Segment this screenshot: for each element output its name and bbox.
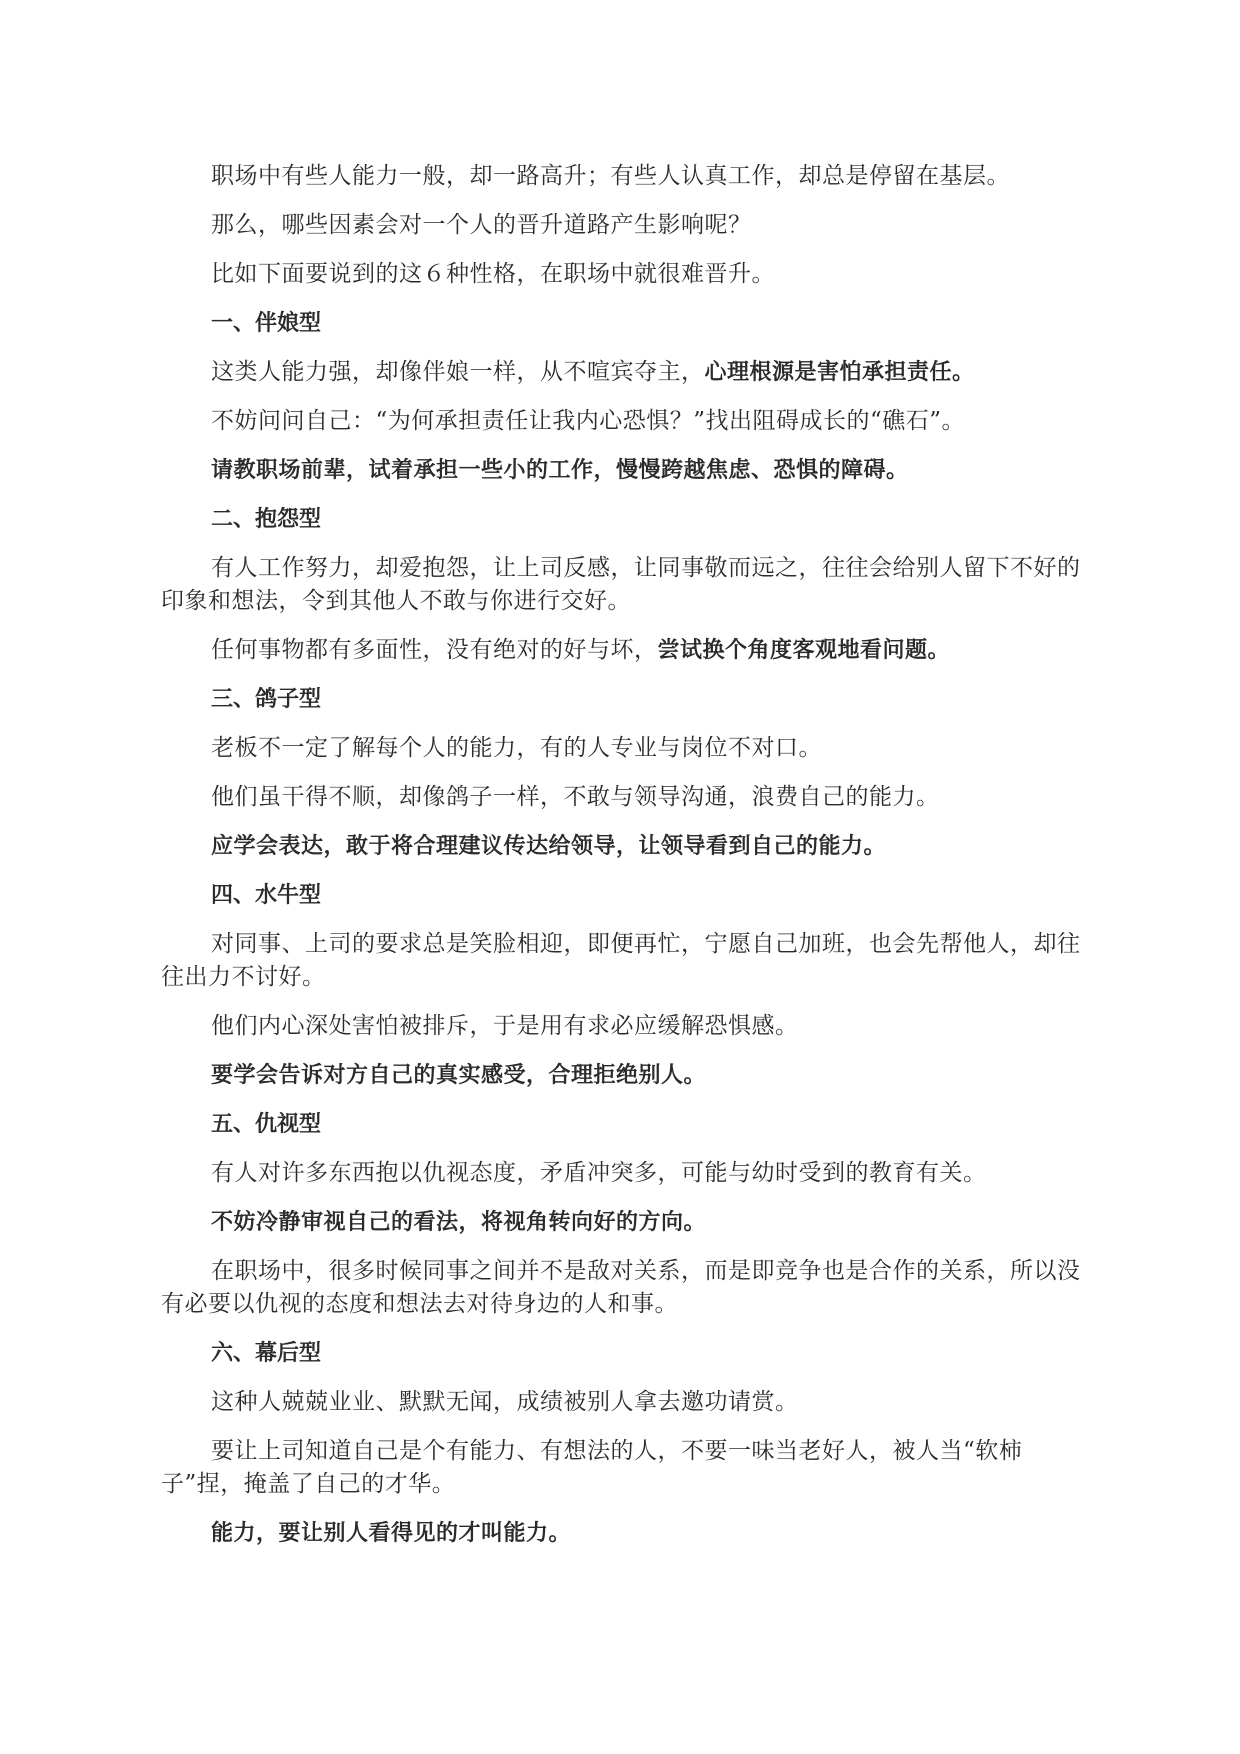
section-6-advice: 能力，要让别人看得见的才叫能力。 xyxy=(211,1521,572,1546)
section-5-paragraph-3: 在职场中，很多时候同事之间并不是敌对关系，而是即竞争也是合作的关系，所以没有必要以仇视的态度和想法去对待身边的人和事。 xyxy=(161,1258,1081,1317)
bold-text: 心理根源是害怕承担责任。 xyxy=(704,360,975,385)
section-3-paragraph-1: 老板不一定了解每个人的能力，有的人专业与岗位不对口。 xyxy=(211,735,822,761)
section-heading-1: 一、伴娘型 xyxy=(211,311,322,336)
section-5-paragraph-1: 有人对许多东西抱以仇视态度，矛盾冲突多，可能与幼时受到的教育有关。 xyxy=(211,1160,987,1186)
bold-text: 尝试换个角度客观地看问题。 xyxy=(657,638,951,663)
plain-text: 任何事物都有多面性，没有绝对的好与坏， xyxy=(211,637,658,663)
section-4-paragraph-1: 对同事、上司的要求总是笑脸相迎，即便再忙，宁愿自己加班，也会先帮他人，却往往出力不讨好。 xyxy=(161,931,1081,990)
section-2-paragraph-1: 有人工作努力，却爱抱怨，让上司反感，让同事敬而远之，往往会给别人留下不好的印象和想法，令到其他人不敢与你进行交好。 xyxy=(161,555,1081,614)
article-body xyxy=(161,160,1091,1566)
section-heading-2: 二、抱怨型 xyxy=(211,507,322,532)
intro-paragraph: 职场中有些人能力一般，却一路高升；有些人认真工作，却总是停留在基层。 xyxy=(211,163,1010,189)
section-1-advice: 请教职场前辈，试着承担一些小的工作，慢慢跨越焦虑、恐惧的障碍。 xyxy=(211,458,909,483)
section-heading-4: 四、水牛型 xyxy=(211,883,322,908)
section-6-paragraph-1: 这种人兢兢业业、默默无闻，成绩被别人拿去邀功请赏。 xyxy=(211,1389,799,1415)
section-3-paragraph-2: 他们虽干得不顺，却像鸽子一样，不敢与领导沟通，浪费自己的能力。 xyxy=(211,784,940,810)
section-5-advice: 不妨冷静审视自己的看法，将视角转向好的方向。 xyxy=(211,1210,707,1235)
section-3-advice: 应学会表达，敢于将合理建议传达给领导，让领导看到自己的能力。 xyxy=(211,834,887,859)
section-heading-3: 三、鸽子型 xyxy=(211,687,322,712)
section-heading-5: 五、仇视型 xyxy=(211,1112,322,1137)
section-1-paragraph-2: 不妨问问自己：“为何承担责任让我内心恐惧？”找出阻碍成长的“礁石”。 xyxy=(211,408,966,434)
plain-text: 这类人能力强，却像伴娘一样，从不喧宾夺主， xyxy=(211,359,705,385)
section-heading-6: 六、幕后型 xyxy=(211,1341,322,1366)
intro-paragraph: 比如下面要说到的这６种性格，在职场中就很难晋升。 xyxy=(211,261,775,287)
intro-paragraph: 那么，哪些因素会对一个人的晋升道路产生影响呢？ xyxy=(211,212,752,238)
section-4-paragraph-2: 他们内心深处害怕被排斥，于是用有求必应缓解恐惧感。 xyxy=(211,1013,799,1039)
section-1-paragraph-1 xyxy=(161,356,1091,389)
section-4-advice: 要学会告诉对方自己的真实感受，合理拒绝别人。 xyxy=(211,1063,707,1088)
section-2-paragraph-2 xyxy=(161,634,1091,667)
section-6-paragraph-2: 要让上司知道自己是个有能力、有想法的人，不要一味当老好人，被人当“软柿子”捏，掩盖了自己的才华。 xyxy=(161,1438,1023,1497)
